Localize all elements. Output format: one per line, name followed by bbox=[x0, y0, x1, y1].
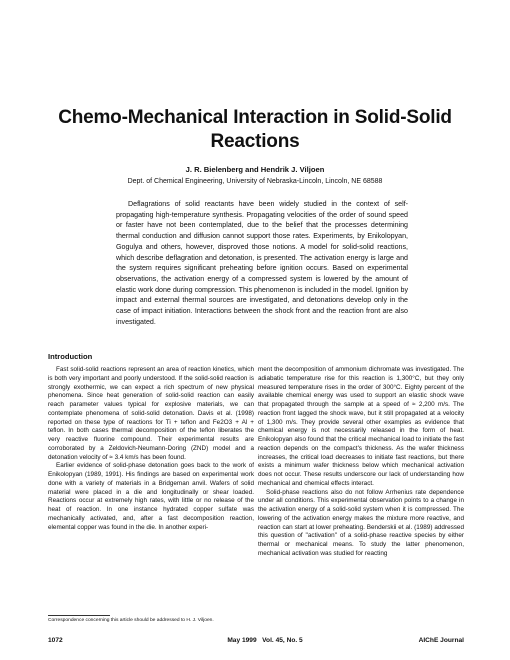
paragraph: Solid-phase reactions also do not follow Arrhenius rate dependence under all conditions. This experimental observation points to a change in the activation energy of a solid-solid system when it is compressed. The lowering of the activation energy makes the mixture more reactive, and reaction can start at lower preheating. Benderskii et al. (1989) addressed this question of ''activation'' of a solid-phase reactive species by either thermal or mechanical means. To study the latter phenomenon, mechanical activation was studied for reacting bbox=[258, 488, 464, 557]
volume-info: May 1999 Vol. 45, No. 5 bbox=[227, 637, 303, 644]
right-column bbox=[258, 366, 464, 559]
paragraph: Fast solid-solid reactions represent an area of reaction kinetics, which is both very important and poorly understood. If the solid-solid reaction is strongly exothermic, we can expect a rich spectrum of new physical phenomena. Since heat generation of solid-solid reaction can easily reach parameter values typical for explosive materials, we can contemplate phenomena of solid-solid detonation. Davis et al. (1998) reported on these type of reactions for Ti + teflon and Fe2O3 + Al + teflon. In both cases thermal decomposition of the teflon liberates the very reactive fluorine compound. Their experimental results are corroborated by a Zeldovich-Neumann-Doring (ZND) model and a detonation velocity of ≈ 3.4 km/s has been found. bbox=[48, 366, 254, 461]
affiliation: Dept. of Chemical Engineering, University of Nebraska-Lincoln, Lincoln, NE 68588 bbox=[127, 178, 383, 185]
journal-name: AIChE Journal bbox=[418, 637, 464, 644]
authors: J. R. Bielenberg and Hendrik J. Viljoen bbox=[185, 165, 325, 174]
paragraph: ment the decomposition of ammonium dichromate was investigated. The adiabatic temperature rise for this reaction is 1,300°C, but they only measured temperature rises in the order of 300°C. Eighty percent of the available chemical energy was used to support an elastic shock wave that propagated through the sample at a speed of ≈ 2,200 m/s. The reaction front lagged the shock wave, but it still propagated at a velocity of 1,300 m/s. They provide several other examples as evidence that chemical energy is not necessarily released in the form of heat. Enikolopyan also found that the critical mechanical load to initiate the fast reaction depends on the compact's thickness. As the wafer thickness increases, the critical load decreases to initiate fast reactions, but there exists a minimum wafer thickness below which mechanical activation does not occur. These results underscore our lack of understanding how mechanical and chemical effects interact. bbox=[258, 366, 464, 487]
abstract bbox=[116, 199, 408, 327]
paper-title: Chemo-Mechanical Interaction in Solid-Solid Reactions bbox=[58, 107, 452, 152]
paragraph: Earlier evidence of solid-phase detonation goes back to the work of Enikolopyan (1989, 1991). His findings are based on experimental work done with a variety of materials in a Bridgeman anvil. Wafers of solid material were placed in a die and longitudinally or shear loaded. Reactions occur at extremely high rates, with little or no release of the heat of reaction. In one instance hydrated copper sulfate was mechanically activated, and, after a fast decomposition reaction, elemental copper was found in the die. In another experi- bbox=[48, 462, 254, 531]
abstract-text: Deflagrations of solid reactants have been widely studied in the context of self-propagating high-temperature synthesis. Propagating velocities of the order of sound speed or faster have not been contemplated, due to the belief that the processes determining thermal conduction and diffusion cannot support those rates. Experiments, by Enikolopyan, Gogulya and others, however, disproved those notions. A model for solid-solid reactions, which describe deflagration and detonation, is presented. The activation energy is large and the system requires significant preheating before ignition occurs. Based on experimental observations, the activation energy of a compressed system is lowered by the amount of elastic work done during compression. This phenomenon is included in the model. Ignition by impact and external thermal sources are investigated, and detonations develop only in the case of impact initiation. Interactions between the shock front and the reaction front are also investigated. bbox=[116, 200, 408, 326]
left-column bbox=[48, 366, 254, 532]
page-number: 1072 bbox=[48, 637, 63, 644]
footnote-rule bbox=[48, 615, 110, 616]
footnote: Correspondence concerning this article should be addressed to H. J. Viljoen. bbox=[48, 618, 214, 623]
section-heading-introduction: Introduction bbox=[48, 352, 93, 361]
